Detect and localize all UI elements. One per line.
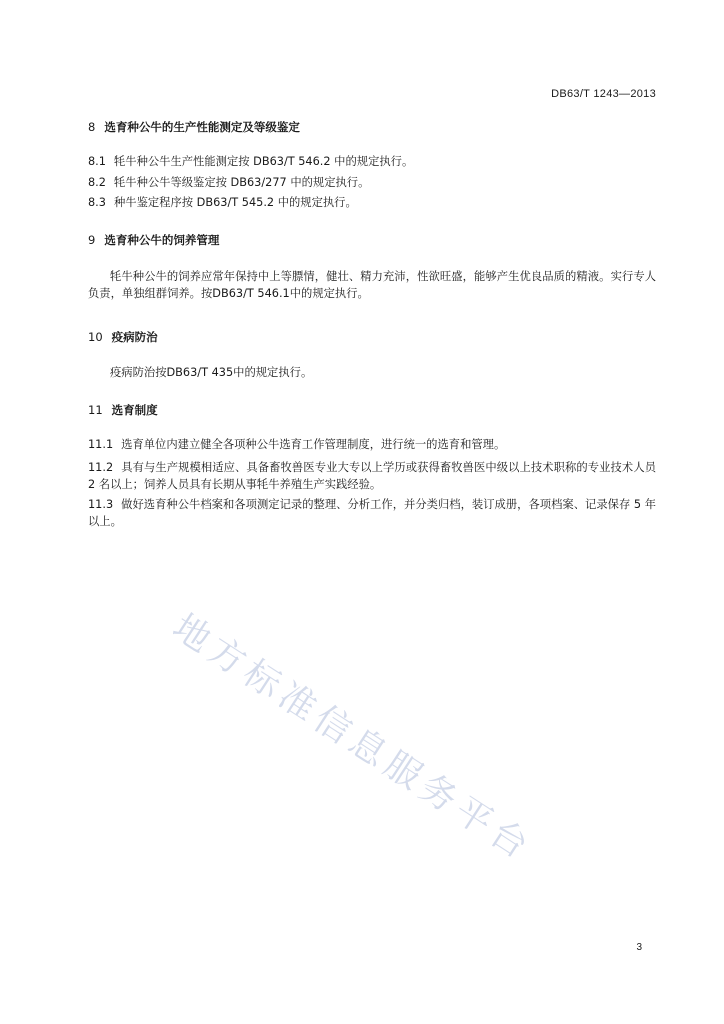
section-11-heading bbox=[88, 403, 158, 417]
clause-number: 11.2 bbox=[88, 461, 114, 474]
section-10-heading bbox=[88, 330, 158, 344]
standard-code: DB63/T 1243—2013 bbox=[551, 88, 656, 100]
page-number: 3 bbox=[636, 942, 642, 953]
clause-text: 牦牛种公牛等级鉴定按 DB63/277 中的规定执行。 bbox=[113, 176, 370, 189]
clause-number: 11.1 bbox=[88, 438, 114, 451]
section-10-paragraph: 疫病防治按DB63/T 435中的规定执行。 bbox=[110, 366, 313, 379]
section-number: 10 bbox=[88, 330, 103, 344]
clause-8-1 bbox=[88, 155, 413, 169]
clause-11-2 bbox=[88, 459, 656, 493]
section-8-heading bbox=[88, 120, 300, 134]
clause-11-3 bbox=[88, 496, 656, 530]
clause-8-3 bbox=[88, 196, 357, 210]
clause-text: 种牛鉴定程序按 DB63/T 545.2 中的规定执行。 bbox=[113, 196, 357, 209]
section-title: 选育种公牛的生产性能测定及等级鉴定 bbox=[104, 120, 300, 134]
clause-text: 牦牛种公牛生产性能测定按 DB63/T 546.2 中的规定执行。 bbox=[113, 155, 414, 168]
clause-text: 具有与生产规模相适应、具备畜牧兽医专业大专以上学历或获得畜牧兽医中级以上技术职称的专业技术人员 2 名以上；饲养人员具有长期从事牦牛养殖生产实践经验。 bbox=[88, 461, 656, 491]
section-number: 8 bbox=[88, 120, 96, 134]
section-title: 疫病防治 bbox=[111, 330, 158, 344]
clause-number: 8.3 bbox=[88, 196, 106, 209]
section-9-heading bbox=[88, 233, 219, 247]
watermark: 地方标准信息服务平台 bbox=[165, 606, 540, 870]
clause-11-1 bbox=[88, 438, 505, 452]
clause-text: 选育单位内建立健全各项种公牛选育工作管理制度，进行统一的选育和管理。 bbox=[121, 438, 506, 451]
section-number: 9 bbox=[88, 233, 96, 247]
section-number: 11 bbox=[88, 403, 103, 417]
clause-number: 8.2 bbox=[88, 176, 106, 189]
clause-text: 做好选育种公牛档案和各项测定记录的整理、分析工作，并分类归档，装订成册，各项档案、记录保存 5 年以上。 bbox=[88, 498, 656, 528]
clause-number: 8.1 bbox=[88, 155, 106, 168]
section-title: 选育种公牛的饲养管理 bbox=[104, 233, 220, 247]
section-9-paragraph: 牦牛种公牛的饲养应常年保持中上等膘情，健壮、精力充沛，性欲旺盛，能够产生优良品质的精液。实行专人负责，单独组群饲养。按DB63/T 546.1中的规定执行。 bbox=[88, 270, 656, 300]
section-title: 选育制度 bbox=[111, 403, 158, 417]
clause-8-2 bbox=[88, 176, 369, 190]
clause-number: 11.3 bbox=[88, 498, 114, 511]
